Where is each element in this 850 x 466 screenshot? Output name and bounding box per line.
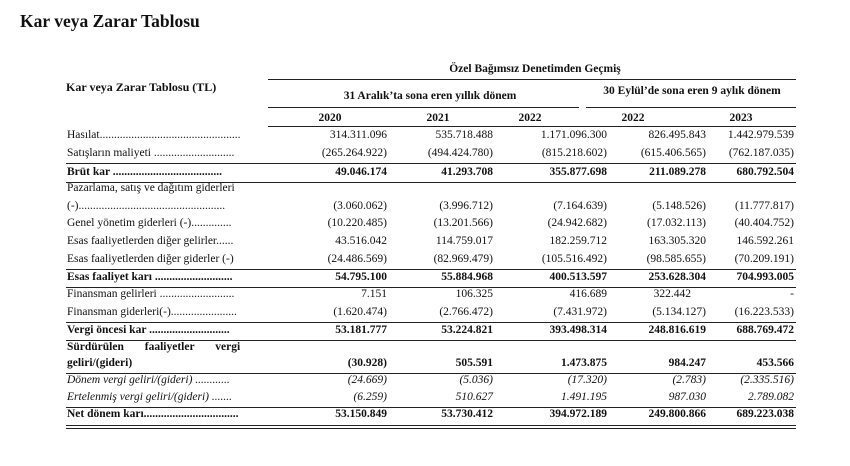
cell-value: (3.996.712)	[439, 200, 493, 212]
cell-value: (40.404.752)	[734, 217, 794, 229]
cell-value: 704.993.005	[736, 271, 794, 283]
cell-value: (265.264.922)	[321, 147, 387, 159]
cell-value: 510.627	[455, 391, 493, 403]
total-double-rule	[66, 425, 796, 429]
cell-value: 680.792.504	[736, 166, 794, 178]
cell-value: 984.247	[668, 357, 706, 369]
table-row	[0, 288, 850, 306]
table-row	[0, 217, 850, 235]
cell-value: (6.259)	[353, 391, 387, 403]
cell-value: (10.220.485)	[327, 217, 387, 229]
cell-value: (24.669)	[347, 374, 387, 386]
cell-value: (762.187.035)	[728, 147, 794, 159]
cell-value: 211.089.278	[649, 166, 706, 178]
row-label: Esas faaliyetlerden diğer giderler (-)	[67, 253, 234, 265]
table-row	[0, 235, 850, 253]
cell-value: (98.585.655)	[646, 253, 706, 265]
cell-value: 400.513.597	[549, 271, 607, 283]
table-label: Kar veya Zarar Tablosu (TL)	[66, 80, 217, 94]
cell-value: (815.218.602)	[541, 147, 607, 159]
cell-value: (24.486.569)	[327, 253, 387, 265]
year-header: 2022	[621, 112, 645, 124]
cell-value: (1.620.474)	[333, 306, 387, 318]
row-label: Esas faaliyetlerden diğer gelirler......	[67, 235, 234, 247]
row-label: Finansman gelirleri ..........................	[67, 288, 235, 300]
cell-value: 1.442.979.539	[727, 129, 794, 141]
cell-value: 49.046.174	[335, 166, 387, 178]
row-label: Genel yönetim giderleri (-)..............	[67, 217, 232, 229]
row-label: Dönem vergi geliri/(gideri) ............	[67, 374, 230, 386]
cell-value: 253.628.304	[648, 271, 706, 283]
cell-value: 355.877.698	[549, 166, 607, 178]
cell-value: (2.766.472)	[439, 306, 493, 318]
table-row	[0, 374, 850, 392]
year-header: 2020	[318, 112, 342, 124]
subtotal-rule	[66, 322, 796, 323]
audit-header: Özel Bağımsız Denetimden Geçmiş	[449, 63, 621, 75]
cell-value: (13.201.566)	[433, 217, 493, 229]
cell-value: -	[790, 288, 794, 300]
row-label: (-)...................................................	[67, 200, 226, 212]
cell-value: 535.718.488	[435, 129, 493, 141]
table-row	[0, 200, 850, 218]
cell-value: 106.325	[455, 288, 493, 300]
cell-value: 7.151	[361, 288, 387, 300]
cell-value: 163.305.320	[648, 235, 706, 247]
cell-value: (615.406.565)	[640, 147, 706, 159]
cell-value: 393.498.314	[549, 324, 607, 336]
cell-value: (3.060.062)	[333, 200, 387, 212]
cell-value: 43.516.042	[335, 235, 387, 247]
year-header: 2023	[729, 112, 753, 124]
cell-value: 1.171.096.300	[540, 129, 607, 141]
cell-value: 41.293.708	[441, 166, 493, 178]
period-header-rule-right	[586, 107, 796, 108]
cell-value: (70.209.191)	[734, 253, 794, 265]
cell-value: 53.730.412	[441, 408, 493, 420]
cell-value: 53.224.821	[441, 324, 493, 336]
year-header: 2022	[518, 112, 542, 124]
cell-value: 394.972.189	[549, 408, 607, 420]
row-label: Pazarlama, satış ve dağıtım giderleri	[67, 182, 235, 194]
year-header: 2021	[426, 112, 450, 124]
annual-period-header: 31 Aralık’ta sona eren yıllık dönem	[343, 90, 517, 102]
cell-value: 826.495.843	[648, 129, 706, 141]
cell-value: 114.759.017	[435, 235, 493, 247]
row-label: Finansman giderleri(-).......................	[67, 306, 237, 318]
cell-value: 987.030	[668, 391, 706, 403]
row-label: geliri/(gideri)	[67, 357, 133, 369]
cell-value: 688.769.472	[736, 324, 794, 336]
cell-value: (494.424.780)	[427, 147, 493, 159]
subtotal-rule	[66, 269, 796, 270]
cell-value: 416.689	[569, 288, 607, 300]
cell-value: 54.795.100	[335, 271, 387, 283]
row-label: Vergi öncesi kar ............................	[67, 324, 230, 336]
cell-value: (105.516.492)	[541, 253, 607, 265]
row-label: Hasılat.................................................	[67, 129, 241, 141]
cell-value: 505.591	[455, 357, 493, 369]
row-label: Brüt kar ......................................	[67, 166, 223, 178]
cell-value: 314.311.096	[329, 129, 387, 141]
period-header-rule-left	[268, 107, 579, 108]
cell-value: 689.223.038	[736, 408, 794, 420]
cell-value: 53.150.849	[335, 408, 387, 420]
table-row	[0, 129, 850, 147]
cell-value: 1.473.875	[561, 357, 607, 369]
row-label: Sürdürülen faaliyetler vergi	[67, 341, 241, 353]
cell-value: (11.777.817)	[735, 200, 794, 212]
row-label: Net dönem karı.................................	[67, 408, 239, 420]
cell-value: 1.491.195	[561, 391, 607, 403]
interim-period-header: 30 Eylül’de sona eren 9 aylık dönem	[603, 85, 781, 97]
cell-value: (2.783)	[672, 374, 706, 386]
table-row	[0, 182, 850, 200]
cell-value: (82.969.479)	[433, 253, 493, 265]
cell-value: (7.431.972)	[553, 306, 607, 318]
row-label: Satışların maliyeti ............................	[67, 147, 235, 159]
cell-value: 453.566	[756, 357, 794, 369]
cell-value: (2.335.516)	[740, 374, 794, 386]
cell-value: (5.134.127)	[652, 306, 706, 318]
cell-value: 146.592.261	[736, 235, 794, 247]
table-row	[0, 408, 850, 426]
cell-value: (5.148.526)	[652, 200, 706, 212]
cell-value: 249.800.866	[648, 408, 706, 420]
cell-value: (16.223.533)	[734, 306, 794, 318]
cell-value: 248.816.619	[648, 324, 706, 336]
row-label: Ertelenmiş vergi geliri/(gideri) .......	[67, 391, 233, 403]
subtotal-rule	[66, 163, 796, 164]
cell-value: (17.320)	[567, 374, 607, 386]
cell-value: 182.259.712	[549, 235, 607, 247]
cell-value: (7.164.639)	[553, 200, 607, 212]
row-label: Esas faaliyet karı ...........................	[67, 271, 233, 283]
cell-value: (30.928)	[347, 357, 387, 369]
page-title: Kar veya Zarar Tablosu	[20, 11, 200, 31]
cell-value: 55.884.968	[441, 271, 493, 283]
cell-value: (24.942.682)	[547, 217, 607, 229]
cell-value: 322.442	[653, 288, 691, 300]
cell-value: (17.032.113)	[647, 217, 706, 229]
audit-header-rule	[268, 79, 796, 80]
cell-value: 53.181.777	[335, 324, 387, 336]
cell-value: (5.036)	[459, 374, 493, 386]
year-header-rule	[268, 126, 796, 127]
cell-value: 2.789.082	[748, 391, 794, 403]
